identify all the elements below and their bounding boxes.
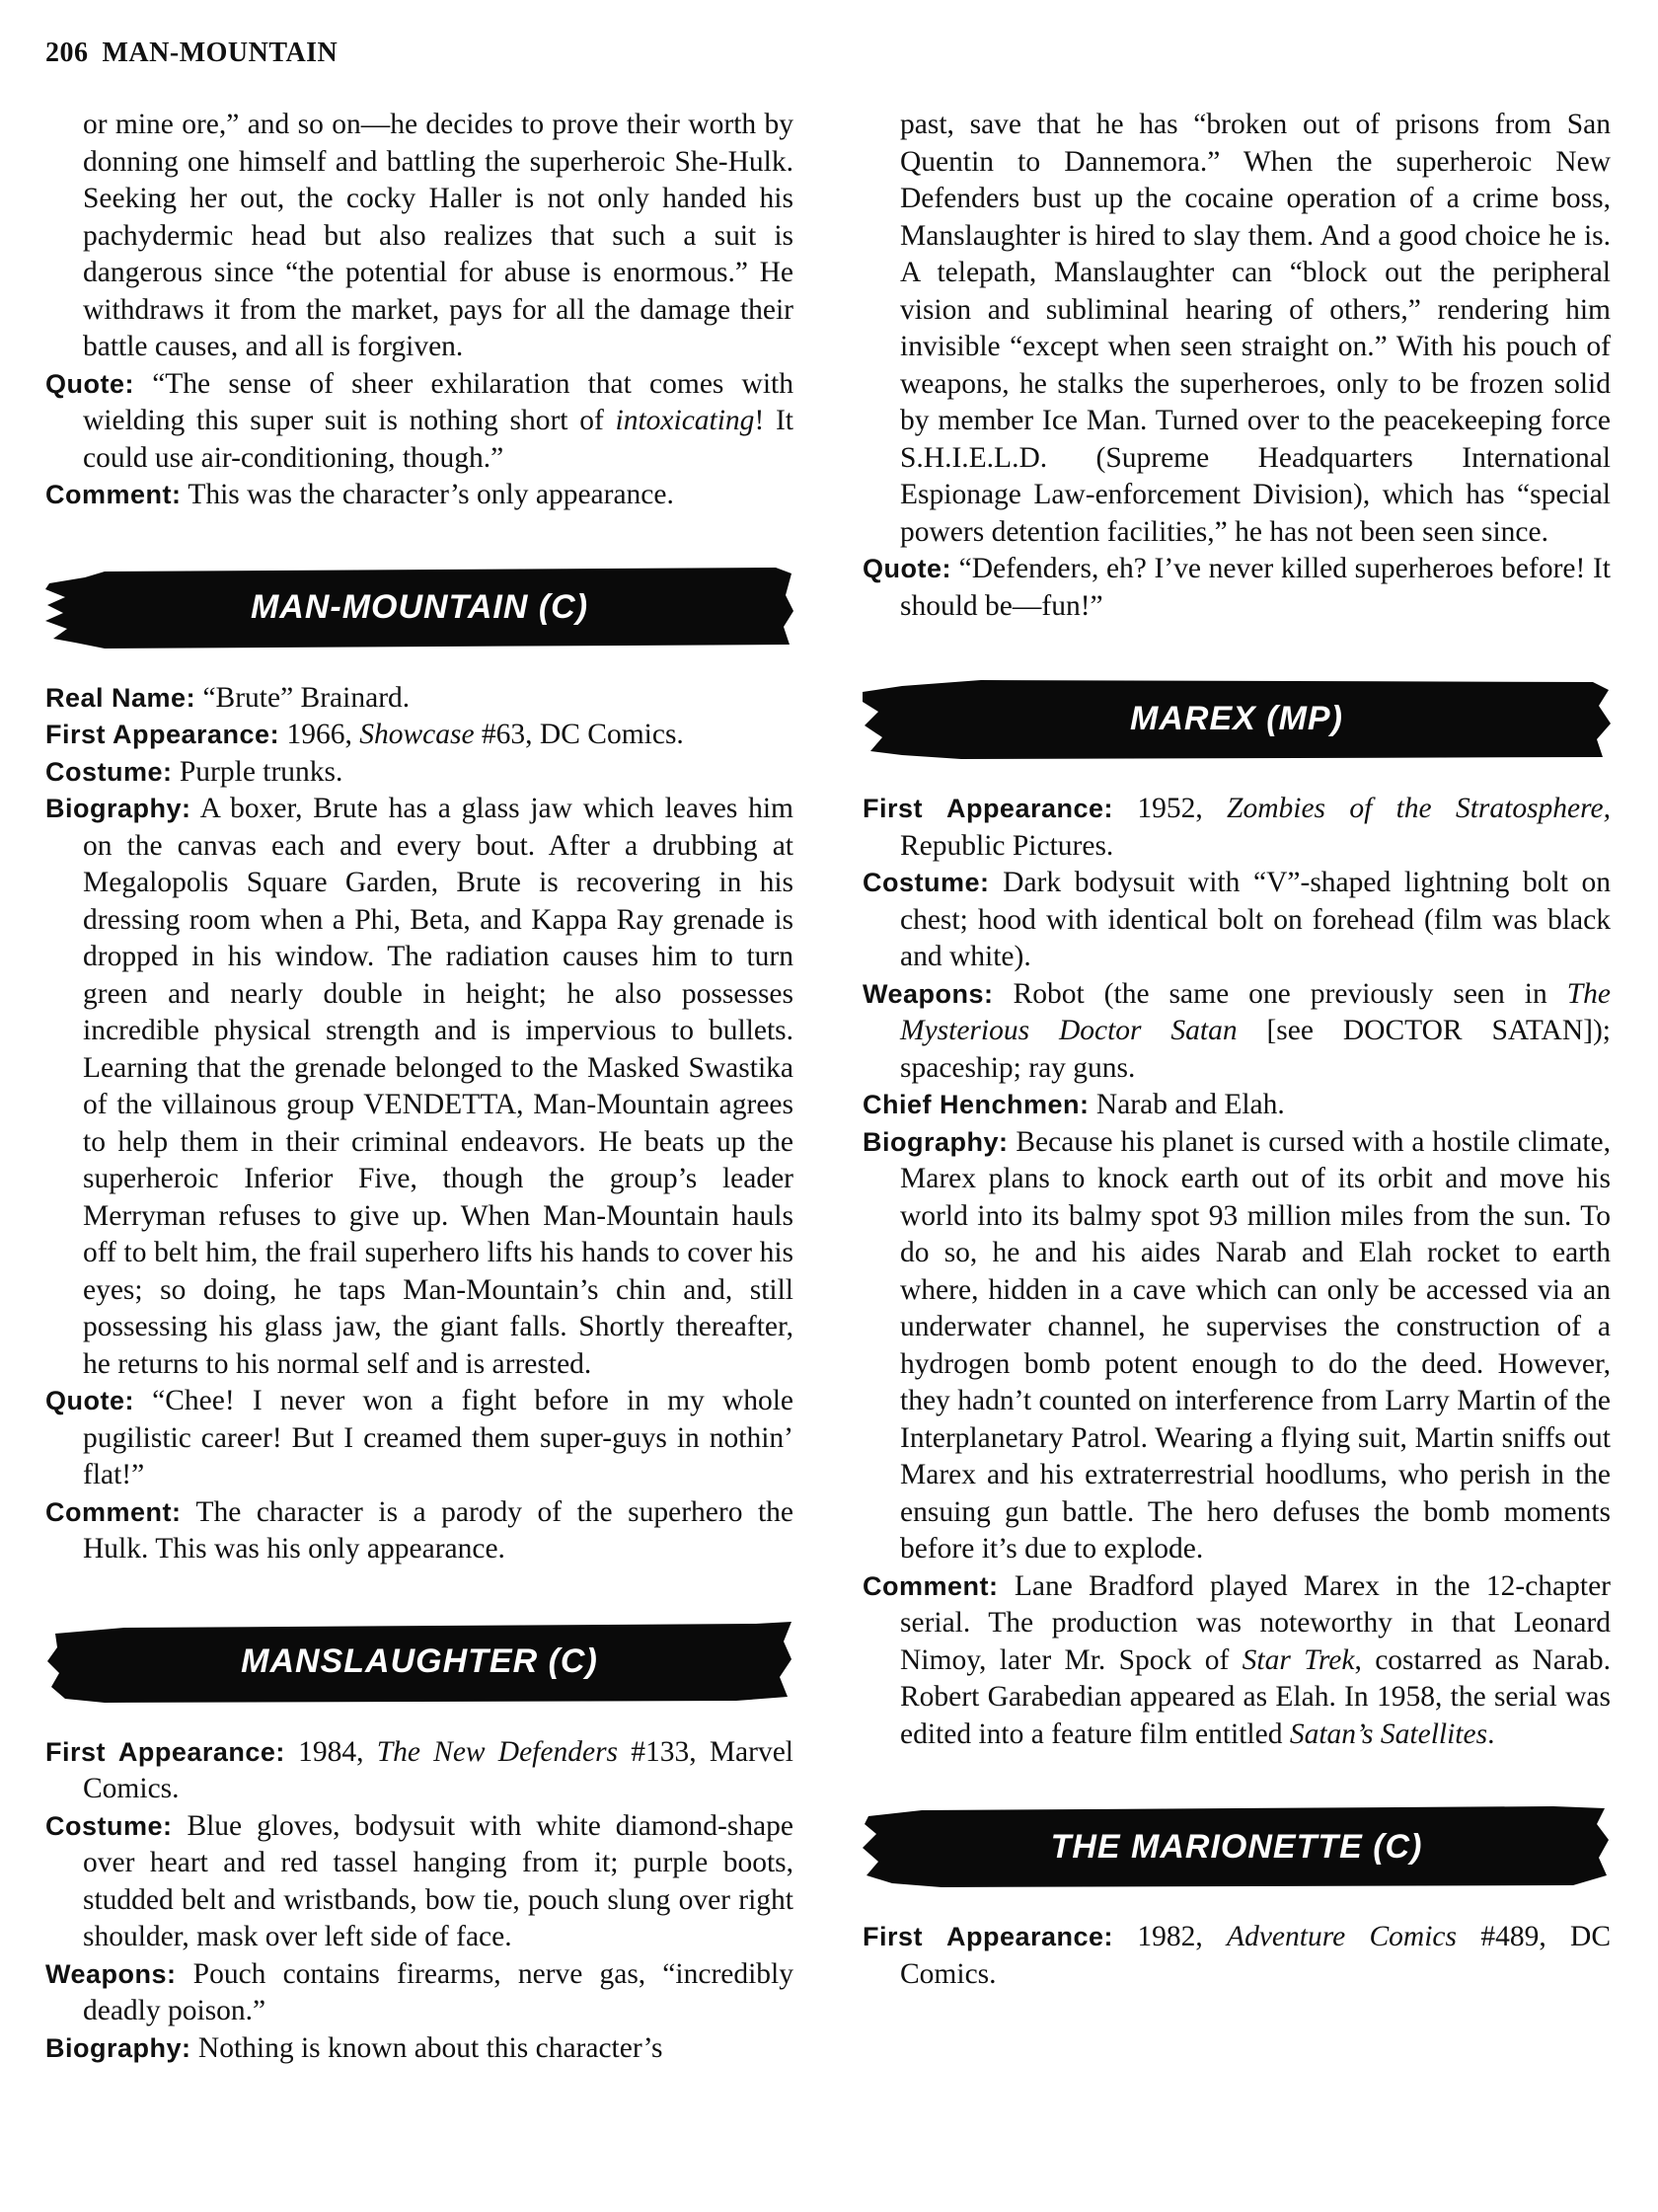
entry-banner-man-mountain xyxy=(45,566,793,650)
field-value: Pouch contains firearms, nerve gas, “incredibly deadly poison.” xyxy=(83,1957,794,2026)
entry-title: MAN-MOUNTAIN (C) xyxy=(250,588,589,626)
quote-text: “The sense of sheer exhilaration that comes with wielding this super suit is nothing short of xyxy=(83,367,794,436)
first-appearance-field xyxy=(45,1734,793,1808)
comment-field xyxy=(863,1568,1611,1754)
field-value-italic: The New Defenders xyxy=(376,1735,619,1768)
first-appearance-field xyxy=(45,717,793,754)
field-label: First Appearance: xyxy=(863,1922,1114,1951)
comment-field xyxy=(45,1494,793,1568)
first-appearance-field xyxy=(863,1919,1611,1993)
field-value: Republic Pictures. xyxy=(900,829,1114,862)
field-label: Costume: xyxy=(45,1810,173,1841)
field-label: First Appearance: xyxy=(45,720,280,749)
field-value: 1982, xyxy=(1137,1921,1203,1952)
entry-banner-marionette xyxy=(863,1804,1611,1889)
henchmen-field xyxy=(863,1087,1611,1124)
quote-field xyxy=(863,551,1611,625)
weapons-field xyxy=(45,1956,793,2030)
costume-field xyxy=(45,1808,793,1956)
field-value: Blue gloves, bodysuit with white diamond-shape over heart and red tassel hanging from it; purple boots, studded belt and wristbands, bow tie, pouch slung over right shoulder, mask over left side of face. xyxy=(83,1809,793,1952)
field-value: . xyxy=(1487,1717,1495,1750)
field-label: First Appearance: xyxy=(863,794,1114,823)
field-value: 1966, xyxy=(286,719,352,750)
field-value: Nothing is known about this character’s xyxy=(197,2031,663,2064)
entry-banner-marex xyxy=(863,676,1611,761)
manslaughter-bio-continued xyxy=(863,107,1611,551)
field-value: 1984, xyxy=(298,1735,364,1768)
intro-quote xyxy=(45,366,793,478)
page-number: 206 xyxy=(45,38,89,68)
quote-text-end: ! It could use air-conditioning, though.” xyxy=(83,405,793,474)
field-value-italic: Star Trek xyxy=(1242,1643,1355,1676)
field-label: Quote: xyxy=(45,1386,134,1415)
field-value: Narab and Elah. xyxy=(1095,1089,1285,1120)
intro-comment xyxy=(45,477,793,514)
field-label: Real Name: xyxy=(45,682,196,713)
field-label: Biography: xyxy=(45,794,191,823)
field-value: Dark bodysuit with “V”-shaped lightning bolt on chest; hood with identical bolt on forehead (film was black and white). xyxy=(900,867,1612,972)
field-value-italic: Showcase xyxy=(359,719,475,750)
field-value: #63, DC Comics. xyxy=(481,719,684,750)
running-title: MAN-MOUNTAIN xyxy=(102,38,339,68)
field-value: , costarred as Narab. Robert Garabedian appeared as Elah. In 1958, the serial was edited into a feature film entitled xyxy=(900,1643,1612,1750)
field-label: Costume: xyxy=(45,756,173,787)
intro-text: or mine ore,” and so on—he decides to prove their worth by donning one himself and battling the superheroic She-Hulk. Seeking her out, the cocky Haller is not only handed his pachydermic head but also realizes that such a suit is dangerous since “the potential for abuse is enormous.” He withdraws it from the market, pays for all the damage their battle causes, and all is forgiven. xyxy=(83,109,793,362)
field-value: “Chee! I never won a fight before in my whole pugilistic career! But I creamed them super-guys in nothin’ flat!” xyxy=(83,1385,793,1490)
field-label: First Appearance: xyxy=(45,1736,285,1767)
field-label: Quote: xyxy=(863,554,951,583)
field-value: “Defenders, eh? I’ve never killed superheroes before! It should be—fun!” xyxy=(900,553,1611,622)
right-column xyxy=(863,107,1611,1993)
comment-label: Comment: xyxy=(45,480,182,509)
real-name-field xyxy=(45,680,793,718)
field-label: Biography: xyxy=(45,2032,191,2063)
bio-text: past, save that he has “broken out of prisons from San Quentin to Dannemora.” When the superheroic New Defenders bust up the cocaine operation of a crime boss, Manslaughter is hired to slay them. And a good choice he is. A telepath, Manslaughter can “block out the peripheral vision and subliminal hearing of others,” rendering him invisible “except when seen straight on.” With his pouch of weapons, he stalks the superheroes, only to be frozen solid by member Ice Man. Turned over to the peacekeeping force S.H.I.E.L.D. (Supreme Headquarters International Espionage Law-enforcement Division), which has “special powers detention facilities,” he has not been seen since. xyxy=(900,109,1611,548)
left-column xyxy=(45,107,793,2067)
quote-field xyxy=(45,1383,793,1494)
costume-field xyxy=(45,754,793,792)
running-head xyxy=(45,38,338,69)
field-value: Because his planet is cursed with a hostile climate, Marex plans to knock earth out of its orbit and move his world into its balmy spot 93 million miles from the sun. To do so, he and his aides Narab and Elah rocket to earth where, hidden in a cave which can only be accessed via an underwater channel, he supervises the construction of a hydrogen bomb potent enough to do the deed. However, they hadn’t counted on interference from Larry Martin of the Interplanetary Patrol. Wearing a flying suit, Martin sniffs out Marex and his extraterrestrial hoodlums, who perish in the ensuing gun battle. The hero defuses the bomb moments before it’s due to explode. xyxy=(900,1125,1611,1564)
field-label: Comment: xyxy=(45,1496,182,1527)
field-value: #133, Marvel Comics. xyxy=(83,1735,793,1804)
field-label: Biography: xyxy=(863,1126,1009,1157)
field-label: Weapons: xyxy=(45,1958,177,1989)
field-value-italic: Zombies of the Stratosphere, xyxy=(1227,793,1612,824)
entry-title: MANSLAUGHTER (C) xyxy=(241,1642,598,1680)
field-label: Chief Henchmen: xyxy=(863,1090,1090,1119)
biography-field xyxy=(863,1124,1611,1568)
field-value: #489, DC Comics. xyxy=(900,1921,1612,1990)
field-value: Purple trunks. xyxy=(179,755,343,788)
biography-field xyxy=(45,2030,793,2068)
entry-title: MAREX (MP) xyxy=(1130,699,1343,737)
field-value: Lane Bradford played Marex in the 12-chapter serial. The production was noteworthy in that Leonard Nimoy, later Mr. Spock of xyxy=(900,1569,1612,1676)
field-value-italic: Satan’s Satellites xyxy=(1289,1717,1488,1750)
intro-paragraph xyxy=(45,107,793,366)
field-value: “Brute” Brainard. xyxy=(202,681,411,714)
biography-field xyxy=(45,791,793,1383)
comment-text: This was the character’s only appearance. xyxy=(188,479,674,510)
weapons-field xyxy=(863,976,1611,1088)
entry-title: THE MARIONETTE (C) xyxy=(1050,1827,1423,1866)
field-value: [see DOCTOR SATAN]); spaceship; ray guns. xyxy=(900,1015,1612,1084)
field-label: Comment: xyxy=(863,1570,999,1601)
entry-banner-manslaughter xyxy=(45,1620,793,1705)
field-value: The character is a parody of the superhero the Hulk. This was his only appearance. xyxy=(83,1495,793,1564)
field-value: Robot (the same one previously seen in xyxy=(1013,977,1547,1010)
field-value-italic: Adventure Comics xyxy=(1227,1921,1457,1952)
field-label: Weapons: xyxy=(863,978,994,1009)
costume-field xyxy=(863,865,1611,976)
field-value: A boxer, Brute has a glass jaw which leaves him on the canvas each and every bout. After a drubbing at Megalopolis Square Garden, Brute is recovering in his dressing room when a Phi, Beta, and Kappa Ray grenade is dropped in his window. The radiation causes him to turn green and nearly double in height; he also possesses incredible physical strength and is impervious to bullets. Learning that the grenade belonged to the Masked Swastika of the villainous group VENDETTA, Man-Mountain agrees to help them in their criminal endeavors. He beats up the superheroic Inferior Five, though the group’s leader Merryman refuses to give up. When Man-Mountain hauls off to belt him, the frail superhero lifts his hands to cover his eyes; so doing, he taps Man-Mountain’s chin and, still possessing his glass jaw, the giant falls. Shortly thereafter, he returns to his normal self and is arrested. xyxy=(83,793,793,1380)
quote-italic: intoxicating xyxy=(615,405,755,436)
field-value: 1952, xyxy=(1137,793,1203,824)
quote-label: Quote: xyxy=(45,368,134,399)
field-label: Costume: xyxy=(863,868,990,897)
field-value-italic: The Mysterious Doctor Satan xyxy=(900,977,1611,1046)
first-appearance-field xyxy=(863,791,1611,865)
